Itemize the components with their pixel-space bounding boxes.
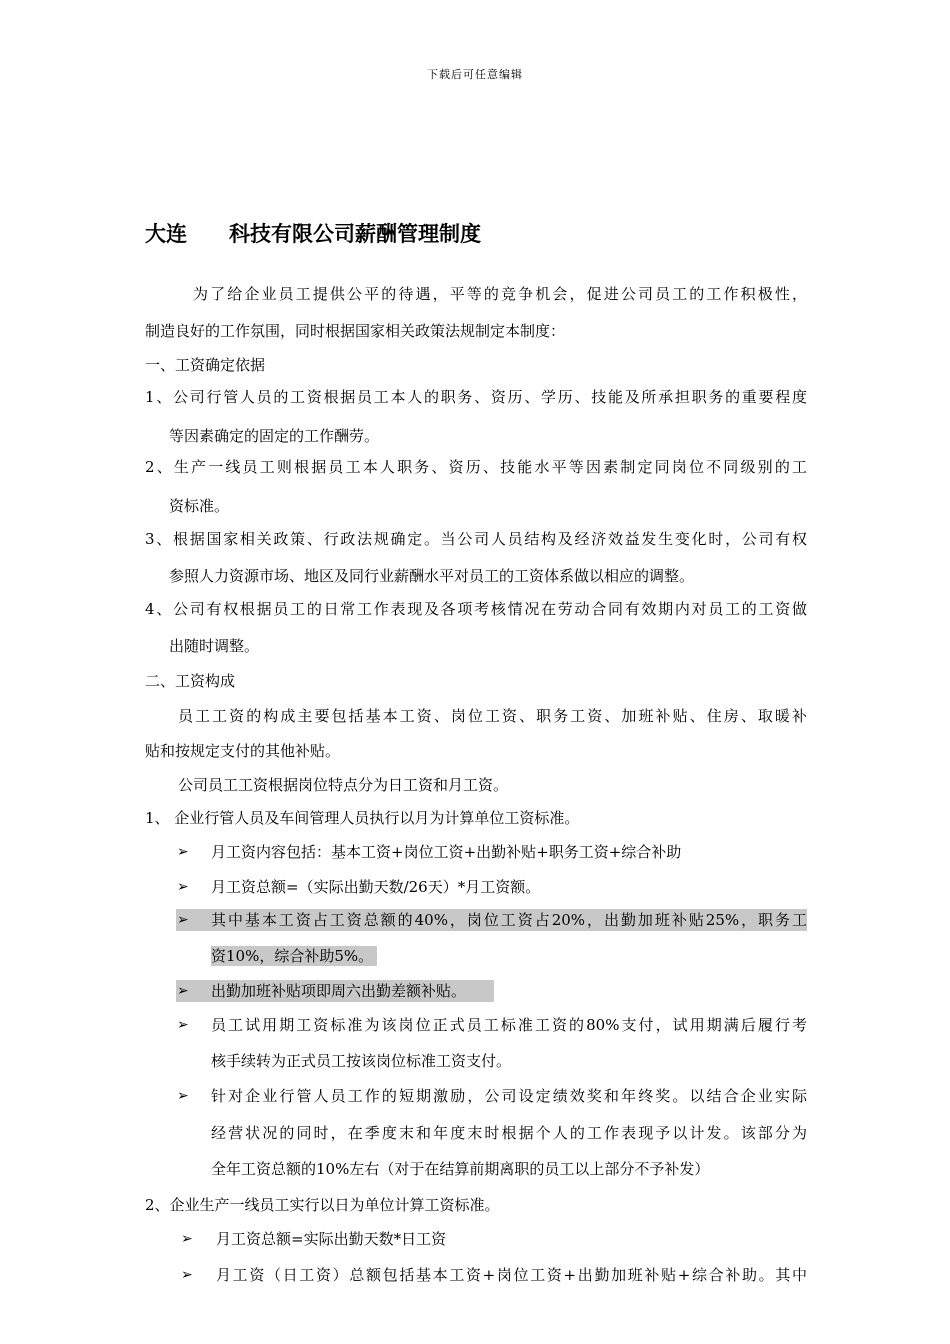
page-header: 下载后可任意编辑	[427, 68, 523, 81]
section-2-para-1-line-2: 贴和按规定支付的其他补贴。	[145, 742, 341, 760]
item-1-bullet-5-line-1: 员工试用期工资标准为该岗位正式员工标准工资的80%支付，试用期满后履行考	[211, 1016, 807, 1034]
section-1-item-4-line-1: 4、公司有权根据员工的日常工作表现及各项考核情况在劳动合同有效期内对员工的工资做	[145, 600, 807, 618]
document-title: 大连 科技有限公司薪酬管理制度	[145, 222, 481, 246]
item-1-bullet-6-line-1: 针对企业行管人员工作的短期激励，公司设定绩效奖和年终奖。以结合企业实际	[211, 1087, 807, 1105]
item-2-bullet-1: 月工资总额=实际出勤天数*日工资	[216, 1230, 447, 1248]
intro-line-2: 制造良好的工作氛围，同时根据国家相关政策法规制定本制度：	[145, 322, 566, 340]
item-1-bullet-3-line-1: 其中基本工资占工资总额的40%，岗位工资占20%，出勤加班补贴25%，职务工	[211, 911, 807, 929]
section-2-para-2: 公司员工工资根据岗位特点分为日工资和月工资。	[178, 776, 509, 794]
item-1-bullet-3-line-2: 资10%，综合补助5%。	[211, 946, 377, 966]
item-1-bullet-2: 月工资总额=（实际出勤天数/26天）*月工资额。	[211, 878, 541, 896]
item-1-bullet-4: 出勤加班补贴项即周六出勤差额补贴。	[211, 982, 467, 1000]
item-1-bullet-6-line-3: 全年工资总额的10%左右（对于在结算前期离职的员工以上部分不予补发）	[211, 1160, 710, 1178]
section-1-item-3-line-1: 3、根据国家相关政策、行政法规确定。当公司人员结构及经济效益发生变化时，公司有权	[145, 530, 807, 548]
section-1-heading: 一、工资确定依据	[145, 356, 266, 374]
section-1-item-3-line-2: 参照人力资源市场、地区及同行业薪酬水平对员工的工资体系做以相应的调整。	[169, 567, 695, 585]
bullet-arrow-icon: ➢	[177, 983, 189, 999]
section-1-item-2-line-2: 资标准。	[169, 497, 230, 515]
bullet-arrow-icon: ➢	[177, 879, 189, 895]
bullet-arrow-icon: ➢	[177, 1088, 189, 1104]
section-1-item-4-line-2: 出随时调整。	[169, 637, 260, 655]
section-2-item-2: 2、企业生产一线员工实行以日为单位计算工资标准。	[145, 1196, 500, 1214]
bullet-arrow-icon: ➢	[177, 1017, 189, 1033]
bullet-arrow-icon: ➢	[181, 1267, 193, 1283]
item-1-bullet-5-line-2: 核手续转为正式员工按该岗位标准工资支付。	[211, 1052, 512, 1070]
intro-line-1: 为了给企业员工提供公平的待遇，平等的竞争机会，促进公司员工的工作积极性，	[193, 285, 807, 303]
bullet-arrow-icon: ➢	[181, 1231, 193, 1247]
bullet-arrow-icon: ➢	[177, 912, 189, 928]
item-1-bullet-6-line-2: 经营状况的同时，在季度末和年度末时根据个人的工作表现予以计发。该部分为	[211, 1124, 807, 1142]
section-1-item-2-line-1: 2、生产一线员工则根据员工本人职务、资历、技能水平等因素制定同岗位不同级别的工	[145, 458, 807, 476]
bullet-arrow-icon: ➢	[177, 844, 189, 860]
section-1-item-1-line-1: 1、公司行管人员的工资根据员工本人的职务、资历、学历、技能及所承担职务的重要程度	[145, 388, 807, 406]
section-2-heading: 二、工资构成	[145, 672, 236, 690]
section-1-item-1-line-2: 等因素确定的固定的工作酬劳。	[169, 427, 380, 445]
item-1-bullet-1: 月工资内容包括：基本工资+岗位工资+出勤补贴+职务工资+综合补助	[211, 843, 682, 861]
section-2-item-1: 1、 企业行管人员及车间管理人员执行以月为计算单位工资标准。	[145, 809, 580, 827]
section-2-para-1-line-1: 员工工资的构成主要包括基本工资、岗位工资、职务工资、加班补贴、住房、取暖补	[178, 707, 807, 725]
item-2-bullet-2: 月工资（日工资）总额包括基本工资+岗位工资+出勤加班补贴+综合补助。其中	[216, 1266, 807, 1284]
